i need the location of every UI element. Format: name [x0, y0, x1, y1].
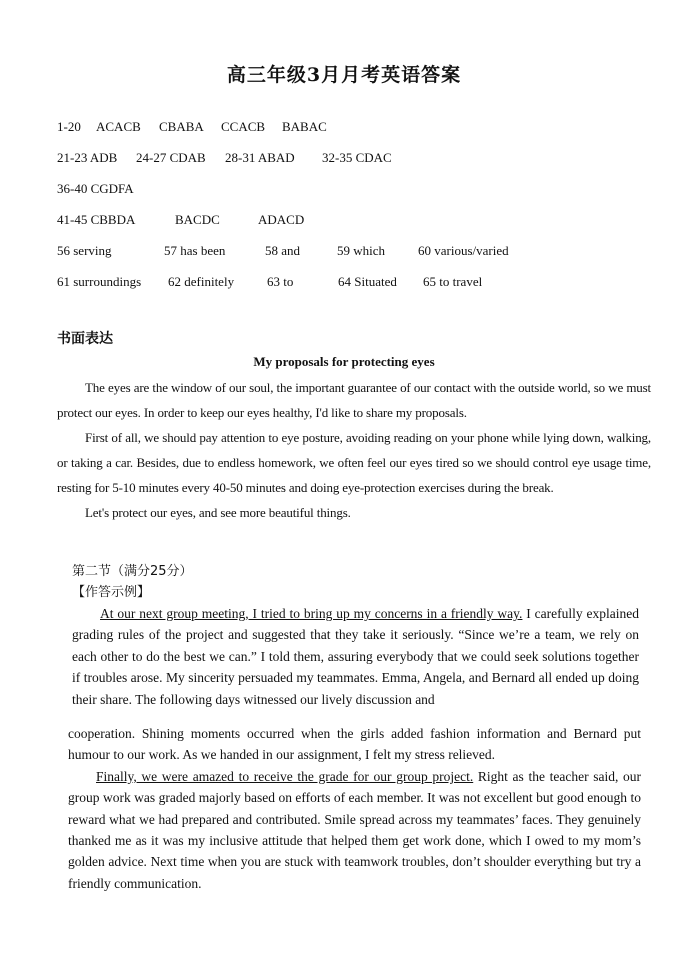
answer-item: 60 various/varied: [418, 243, 509, 258]
answer-group: ACACB: [96, 119, 141, 134]
answer-range: 1-20: [57, 119, 81, 134]
answer-item: 64 Situated: [338, 274, 397, 289]
section-two-label: 第二节（满分25分）: [72, 564, 193, 579]
essay-body: [57, 375, 651, 525]
answer-group: BACDC: [175, 212, 220, 227]
answer-group: 24-27 CDAB: [136, 150, 206, 165]
essay-paragraph: First of all, we should pay attention to eye posture, avoiding reading on your phone while lying down, walking, or taking a car. Besides, due to endless homework, we often feel our eyes tired so we should control eye usage time, resting for 5-10 minutes every 40-50 minutes and doing eye-protection exercises during the break.: [57, 430, 651, 495]
essay-paragraph: The eyes are the window of our soul, the important guarantee of our contact with the outside world, so we must protect our eyes. In order to keep our eyes healthy, I'd like to share my proposals.: [57, 380, 651, 420]
story-opening-sentence: At our next group meeting, I tried to bring up my concerns in a friendly way.: [100, 606, 523, 621]
answer-item: 65 to travel: [423, 274, 483, 289]
answer-item: 62 definitely: [168, 274, 235, 289]
answer-group: 32-35 CDAC: [322, 150, 392, 165]
answer-group: 21-23 ADB: [57, 150, 118, 165]
answer-item: 63 to: [267, 274, 294, 289]
answer-item: 61 surroundings: [57, 274, 142, 289]
answer-group: ADACD: [258, 212, 305, 227]
answer-group: CCACB: [221, 119, 266, 134]
story-paragraph: [72, 603, 639, 710]
story-paragraph-1: [72, 603, 639, 710]
answer-item: 57 has been: [164, 243, 226, 258]
essay-section-heading: 书面表达: [57, 331, 113, 347]
essay-paragraph: Let's protect our eyes, and see more beautiful things.: [85, 505, 351, 520]
story-opening-sentence: Finally, we were amazed to receive the grade for our group project.: [96, 768, 474, 784]
story-continuation: [68, 723, 641, 894]
page-title: 高三年级3月月考英语答案: [226, 64, 462, 86]
answer-group: 41-45 CBBDA: [57, 212, 136, 227]
section-two-header: [72, 561, 193, 603]
answer-group: 36-40 CGDFA: [57, 181, 134, 196]
answer-group: 28-31 ABAD: [225, 150, 295, 165]
story-text: I carefully explained grading rules of the project and suggested that they take it seriously. “Since we’re a team, we rely on each other to do the best we can.” I told them, assuring everybody that we could seek solutions together if troubles arose. My sincerity persuaded my teammates. Emma, Angela, and Bernard all ended up doing their share. The following days witnessed our lively discussion and: [72, 606, 639, 707]
story-paragraph: [68, 766, 641, 894]
answer-item: 59 which: [337, 243, 386, 258]
answer-group: BABAC: [282, 119, 327, 134]
answer-item: 56 serving: [57, 243, 112, 258]
answer-item: 58 and: [265, 243, 301, 258]
example-label: 【作答示例】: [72, 585, 151, 600]
story-paragraph: cooperation. Shining moments occurred when the girls added fashion information and Bernard put humour to our work. As we handed in our assignment, I felt my stress relieved.: [68, 726, 641, 763]
story-text: Right as the teacher said, our group work was graded majorly based on efforts of each member. It was not excellent but good enough to reward what we had prepared and contributed. Smile spread across my teammates’ faces. They genuinely thanked me as it was my inclusive attitude that helped them get work done, which I owed to my mom’s golden advice. Next time when you are stuck with teamwork troubles, don’t shoulder everything but try a friendly communication.: [68, 768, 641, 891]
answer-group: CBABA: [159, 119, 204, 134]
essay-title: My proposals for protecting eyes: [253, 354, 435, 369]
